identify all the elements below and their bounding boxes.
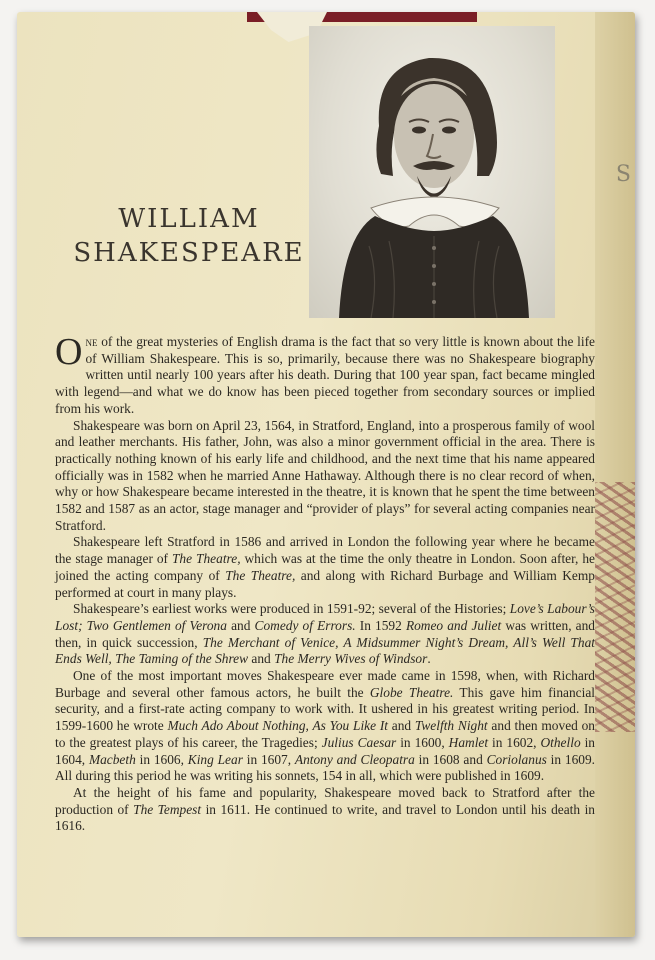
bio-p5-c: This gave him financial security, and a first-rate acting company to work with. It ushered in his greatest writing period. In 1599-1600 he wrote	[55, 684, 595, 734]
bio-p4-h: The Merchant of Venice, A Midsummer Night’s Dream, All’s Well That Ends Well, The Taming of the Shrew	[55, 634, 595, 667]
bio-p3-c: which was at the time the only theatre in London. Soon after, he joined the acting company of	[55, 551, 595, 583]
book-title	[69, 202, 309, 270]
bio-p5-f: Twelfth Night	[414, 718, 488, 734]
title-line-2: SHAKESPEARE	[73, 238, 305, 268]
bio-p4-g: was written, and then, in quick succession,	[55, 617, 595, 650]
bio-p5-h: Julius Caesar	[321, 734, 397, 750]
bio-p5-l: Othello	[540, 734, 581, 750]
bio-p4-j: The Merry Wives of Windsor	[274, 651, 428, 667]
bio-p4-a: Shakespeare’s earliest works were produced in 1591-92; several of the Histories;	[73, 601, 510, 617]
bio-p1-text: of the great mysteries of English drama is the fact that so very little is known about the life of William Shakespeare. This is so, primarily, because there was no Shakespeare biography written until nearly 100 years after his death. During that 100 year span, fact became mingled with legend—and what we do know has been pieced together from secondary sources or implied from his work.	[55, 334, 595, 416]
jacket-spine-edge	[595, 12, 635, 937]
bio-p4-i: and	[248, 651, 275, 667]
bio-p5-s: in 1608 and	[414, 751, 487, 767]
bio-paragraph-5	[55, 668, 595, 785]
bio-p5-k: in 1602,	[488, 734, 541, 750]
bio-p6-c: in 1611. He continued to write, and travel to London until his death in 1616.	[55, 801, 595, 834]
bio-p5-d: Much Ado About Nothing, As You Like It	[167, 718, 389, 734]
bio-p6-a: At the height of his fame and popularity, Shakespeare moved back to Stratford after the production of	[55, 784, 595, 817]
bio-p4-e: In 1592	[355, 617, 406, 633]
bio-p3-b: The Theatre,	[171, 551, 241, 567]
book-jacket	[17, 12, 635, 937]
bio-p5-n: Macbeth	[88, 751, 136, 767]
bio-paragraph-4	[55, 601, 595, 668]
bio-p4-c: and	[226, 617, 255, 633]
bio-paragraph-6	[55, 785, 595, 835]
bio-p1-smallcaps: ne	[85, 334, 98, 349]
bio-p5-o: in 1606,	[135, 751, 188, 767]
title-line-1: WILLIAM	[118, 204, 260, 234]
bio-p5-e: and	[388, 718, 415, 734]
bio-paragraph-1	[55, 331, 595, 418]
bio-p5-t: Coriolanus	[486, 751, 547, 767]
bio-p4-f: Romeo and Juliet	[405, 617, 502, 633]
bio-p5-r: Antony and Cleopatra	[294, 751, 415, 767]
bio-p4-b: Love’s Labour’s Lost; Two Gentlemen of Verona	[55, 601, 596, 633]
bio-p3-e: and along with Richard Burbage and William Kemp performed at court in many plays.	[55, 567, 595, 600]
bio-paragraph-2: Shakespeare was born on April 23, 1564, in Stratford, England, into a prosperous family of wool and leather merchants. His father, John, was also a minor government official in the area. There is practically nothing known of his early life and childhood, and the next time that his name appeared officially was in 1582 when he married Anne Hathaway. Although there is no clear record of when, why or how Shakespeare became interested in the theatre, it is known that he spent the time between 1582 and 1587 as an actor, stage manager and “provider of plays” for several acting companies near Stratford.	[55, 417, 595, 533]
bio-p4-d: Comedy of Errors.	[254, 617, 356, 633]
shakespeare-portrait	[309, 26, 555, 318]
bio-p5-g: and then moved on to the greatest plays of his career, the Tragedies;	[55, 718, 595, 750]
biography-text	[55, 331, 596, 835]
bio-p5-q: in 1607,	[242, 751, 295, 767]
bio-p5-u: in 1609. All during this period he was writing his sonnets, 154 in all, which were published in 1609.	[55, 751, 596, 784]
bio-p6-b: The Tempest	[133, 801, 202, 817]
bio-paragraph-3	[55, 534, 595, 601]
bio-p5-j: Hamlet	[448, 734, 489, 750]
bio-p4-k: .	[427, 651, 431, 667]
bio-p3-d: The Theatre,	[225, 567, 296, 583]
bio-p5-m: in 1604,	[55, 734, 596, 767]
spine-ornament	[595, 482, 635, 732]
portrait-drawing	[309, 26, 555, 318]
drop-cap: O	[55, 331, 83, 373]
bio-p5-b: Globe Theatre.	[369, 684, 454, 700]
bio-p5-p: King Lear	[187, 751, 243, 767]
bio-p5-a: One of the most important moves Shakespeare ever made came in 1598, when, with Richard Burbage and several other famous actors, he built the	[55, 668, 595, 700]
spine-letter: S	[615, 162, 631, 187]
bio-p3-a: Shakespeare left Stratford in 1586 and arrived in London the following year where he became the stage manager of	[55, 534, 595, 567]
bio-p5-i: in 1600,	[396, 734, 449, 750]
